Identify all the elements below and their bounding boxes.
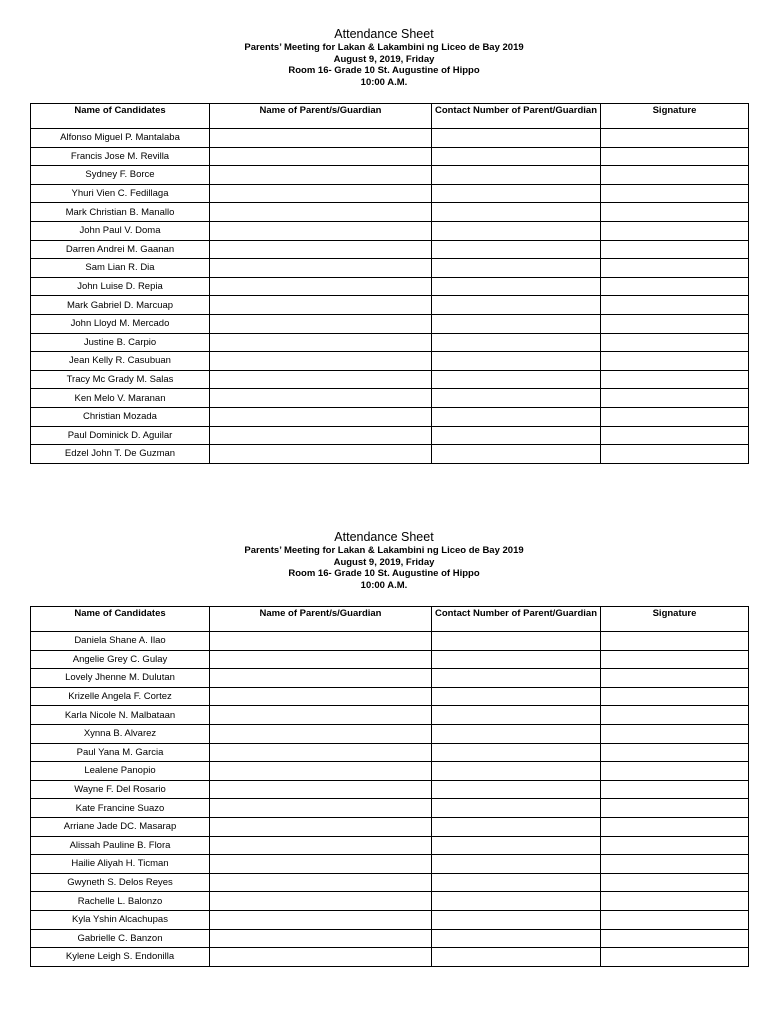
candidate-name-cell: Mark Christian B. Manallo: [31, 203, 210, 222]
signature-cell[interactable]: [601, 687, 749, 706]
table-row: [31, 389, 749, 408]
contact-number-cell[interactable]: [432, 240, 601, 259]
table-row: [31, 129, 749, 148]
signature-cell[interactable]: [601, 836, 749, 855]
signature-cell[interactable]: [601, 799, 749, 818]
signature-cell[interactable]: [601, 873, 749, 892]
table-row: [31, 240, 749, 259]
signature-cell[interactable]: [601, 650, 749, 669]
candidate-name-cell: Paul Dominick D. Aguilar: [31, 426, 210, 445]
event-room: Room 16- Grade 10 St. Augustine of Hippo: [288, 568, 480, 579]
signature-cell[interactable]: [601, 669, 749, 688]
table-row: [31, 221, 749, 240]
parent-name-cell[interactable]: [210, 129, 432, 148]
contact-number-cell[interactable]: [432, 389, 601, 408]
parent-name-cell[interactable]: [210, 240, 432, 259]
parent-name-cell[interactable]: [210, 259, 432, 278]
table-header-row: [31, 104, 749, 129]
column-header-contact-number: Contact Number of Parent/Guardian: [432, 607, 601, 632]
parent-name-cell[interactable]: [210, 445, 432, 464]
event-name: Parents’ Meeting for Lakan & Lakambini ng Liceo de Bay 2019: [244, 545, 524, 556]
contact-number-cell[interactable]: [432, 314, 601, 333]
candidate-name-cell: Arriane Jade DC. Masarap: [31, 817, 210, 836]
table-row: [31, 259, 749, 278]
parent-name-cell[interactable]: [210, 632, 432, 651]
candidate-name-cell: Mark Gabriel D. Marcuap: [31, 296, 210, 315]
signature-cell[interactable]: [601, 817, 749, 836]
signature-cell[interactable]: [601, 780, 749, 799]
table-row: [31, 314, 749, 333]
parent-name-cell[interactable]: [210, 706, 432, 725]
contact-number-cell[interactable]: [432, 817, 601, 836]
column-header-candidates: Name of Candidates: [31, 104, 210, 129]
table-row: [31, 910, 749, 929]
contact-number-cell[interactable]: [432, 129, 601, 148]
candidate-name-cell: Sydney F. Borce: [31, 166, 210, 185]
candidate-name-cell: John Lloyd M. Mercado: [31, 314, 210, 333]
candidate-name-cell: Hailie Aliyah H. Ticman: [31, 855, 210, 874]
parent-name-cell[interactable]: [210, 314, 432, 333]
signature-cell[interactable]: [601, 333, 749, 352]
event-time: 10:00 A.M.: [360, 76, 408, 88]
parent-name-cell[interactable]: [210, 762, 432, 781]
contact-number-cell[interactable]: [432, 724, 601, 743]
column-header-contact-number: Contact Number of Parent/Guardian: [432, 104, 601, 129]
contact-number-cell[interactable]: [432, 855, 601, 874]
table-row: [31, 184, 749, 203]
parent-name-cell[interactable]: [210, 910, 432, 929]
signature-cell[interactable]: [601, 407, 749, 426]
signature-cell[interactable]: [601, 277, 749, 296]
signature-cell[interactable]: [601, 221, 749, 240]
signature-cell[interactable]: [601, 184, 749, 203]
candidate-name-cell: Lealene Panopio: [31, 762, 210, 781]
attendance-sheet-2: [0, 530, 768, 963]
table-row: [31, 724, 749, 743]
column-header-signature: Signature: [601, 104, 749, 129]
event-date: August 9, 2019, Friday: [333, 53, 435, 65]
parent-name-cell[interactable]: [210, 407, 432, 426]
contact-number-cell[interactable]: [432, 632, 601, 651]
signature-cell[interactable]: [601, 445, 749, 464]
column-header-signature: Signature: [601, 607, 749, 632]
signature-cell[interactable]: [601, 166, 749, 185]
attendance-table: [30, 606, 749, 967]
column-header-parent-name: Name of Parent/s/Guardian: [210, 104, 432, 129]
contact-number-cell[interactable]: [432, 706, 601, 725]
candidate-name-cell: Xynna B. Alvarez: [31, 724, 210, 743]
contact-number-cell[interactable]: [432, 147, 601, 166]
attendance-table: [30, 103, 749, 464]
contact-number-cell[interactable]: [432, 221, 601, 240]
candidate-name-cell: Sam Lian R. Dia: [31, 259, 210, 278]
parent-name-cell[interactable]: [210, 370, 432, 389]
parent-name-cell[interactable]: [210, 724, 432, 743]
parent-name-cell[interactable]: [210, 948, 432, 967]
candidate-name-cell: Justine B. Carpio: [31, 333, 210, 352]
table-row: [31, 855, 749, 874]
contact-number-cell[interactable]: [432, 873, 601, 892]
candidate-name-cell: Christian Mozada: [31, 407, 210, 426]
contact-number-cell[interactable]: [432, 929, 601, 948]
parent-name-cell[interactable]: [210, 352, 432, 371]
event-name: Parents’ Meeting for Lakan & Lakambini ng Liceo de Bay 2019: [244, 42, 524, 53]
signature-cell[interactable]: [601, 743, 749, 762]
table-row: [31, 147, 749, 166]
candidate-name-cell: Ken Melo V. Maranan: [31, 389, 210, 408]
candidate-name-cell: Gabrielle C. Banzon: [31, 929, 210, 948]
table-row: [31, 743, 749, 762]
signature-cell[interactable]: [601, 632, 749, 651]
table-row: [31, 166, 749, 185]
contact-number-cell[interactable]: [432, 836, 601, 855]
contact-number-cell[interactable]: [432, 352, 601, 371]
table-row: [31, 948, 749, 967]
parent-name-cell[interactable]: [210, 277, 432, 296]
sheet-header: [0, 530, 768, 591]
candidate-name-cell: Paul Yana M. Garcia: [31, 743, 210, 762]
signature-cell[interactable]: [601, 948, 749, 967]
candidate-name-cell: John Paul V. Doma: [31, 221, 210, 240]
signature-cell[interactable]: [601, 389, 749, 408]
contact-number-cell[interactable]: [432, 948, 601, 967]
contact-number-cell[interactable]: [432, 296, 601, 315]
parent-name-cell[interactable]: [210, 817, 432, 836]
table-row: [31, 669, 749, 688]
attendance-sheet-1: [0, 27, 768, 460]
contact-number-cell[interactable]: [432, 426, 601, 445]
table-row: [31, 426, 749, 445]
candidate-name-cell: Kyla Yshin Alcachupas: [31, 910, 210, 929]
column-header-parent-name: Name of Parent/s/Guardian: [210, 607, 432, 632]
signature-cell[interactable]: [601, 910, 749, 929]
candidate-name-cell: Karla Nicole N. Malbataan: [31, 706, 210, 725]
parent-name-cell[interactable]: [210, 873, 432, 892]
table-row: [31, 296, 749, 315]
table-row: [31, 203, 749, 222]
table-row: [31, 650, 749, 669]
candidate-name-cell: Francis Jose M. Revilla: [31, 147, 210, 166]
signature-cell[interactable]: [601, 129, 749, 148]
event-date: August 9, 2019, Friday: [333, 556, 435, 568]
contact-number-cell[interactable]: [432, 892, 601, 911]
table-row: [31, 277, 749, 296]
contact-number-cell[interactable]: [432, 910, 601, 929]
parent-name-cell[interactable]: [210, 221, 432, 240]
contact-number-cell[interactable]: [432, 743, 601, 762]
table-row: [31, 333, 749, 352]
signature-cell[interactable]: [601, 892, 749, 911]
candidate-name-cell: Alfonso Miguel P. Mantalaba: [31, 129, 210, 148]
parent-name-cell[interactable]: [210, 147, 432, 166]
table-row: [31, 836, 749, 855]
parent-name-cell[interactable]: [210, 296, 432, 315]
table-row: [31, 892, 749, 911]
candidate-name-cell: Kylene Leigh S. Endonilla: [31, 948, 210, 967]
parent-name-cell[interactable]: [210, 333, 432, 352]
parent-name-cell[interactable]: [210, 929, 432, 948]
contact-number-cell[interactable]: [432, 445, 601, 464]
table-row: [31, 762, 749, 781]
table-row: [31, 780, 749, 799]
table-row: [31, 706, 749, 725]
contact-number-cell[interactable]: [432, 407, 601, 426]
candidate-name-cell: John Luise D. Repia: [31, 277, 210, 296]
signature-cell[interactable]: [601, 370, 749, 389]
candidate-name-cell: Tracy Mc Grady M. Salas: [31, 370, 210, 389]
candidate-name-cell: Edzel John T. De Guzman: [31, 445, 210, 464]
candidate-name-cell: Gwyneth S. Delos Reyes: [31, 873, 210, 892]
parent-name-cell[interactable]: [210, 426, 432, 445]
signature-cell[interactable]: [601, 762, 749, 781]
candidate-name-cell: Darren Andrei M. Gaanan: [31, 240, 210, 259]
candidate-name-cell: Krizelle Angela F. Cortez: [31, 687, 210, 706]
candidate-name-cell: Jean Kelly R. Casubuan: [31, 352, 210, 371]
table-row: [31, 352, 749, 371]
signature-cell[interactable]: [601, 929, 749, 948]
sheet-title: Attendance Sheet: [334, 530, 434, 544]
parent-name-cell[interactable]: [210, 650, 432, 669]
parent-name-cell[interactable]: [210, 743, 432, 762]
parent-name-cell[interactable]: [210, 687, 432, 706]
parent-name-cell[interactable]: [210, 389, 432, 408]
event-time: 10:00 A.M.: [360, 579, 408, 591]
table-row: [31, 687, 749, 706]
parent-name-cell[interactable]: [210, 203, 432, 222]
signature-cell[interactable]: [601, 147, 749, 166]
contact-number-cell[interactable]: [432, 333, 601, 352]
signature-cell[interactable]: [601, 724, 749, 743]
parent-name-cell[interactable]: [210, 799, 432, 818]
parent-name-cell[interactable]: [210, 669, 432, 688]
contact-number-cell[interactable]: [432, 669, 601, 688]
parent-name-cell[interactable]: [210, 166, 432, 185]
contact-number-cell[interactable]: [432, 277, 601, 296]
candidate-name-cell: Lovely Jhenne M. Dulutan: [31, 669, 210, 688]
table-row: [31, 873, 749, 892]
contact-number-cell[interactable]: [432, 166, 601, 185]
candidate-name-cell: Yhuri Vien C. Fedillaga: [31, 184, 210, 203]
table-row: [31, 799, 749, 818]
candidate-name-cell: Rachelle L. Balonzo: [31, 892, 210, 911]
candidate-name-cell: Wayne F. Del Rosario: [31, 780, 210, 799]
parent-name-cell[interactable]: [210, 836, 432, 855]
candidate-name-cell: Alissah Pauline B. Flora: [31, 836, 210, 855]
table-row: [31, 929, 749, 948]
table-row: [31, 445, 749, 464]
signature-cell[interactable]: [601, 240, 749, 259]
event-room: Room 16- Grade 10 St. Augustine of Hippo: [288, 65, 480, 76]
signature-cell[interactable]: [601, 352, 749, 371]
signature-cell[interactable]: [601, 426, 749, 445]
contact-number-cell[interactable]: [432, 203, 601, 222]
signature-cell[interactable]: [601, 203, 749, 222]
signature-cell[interactable]: [601, 296, 749, 315]
table-row: [31, 407, 749, 426]
signature-cell[interactable]: [601, 259, 749, 278]
column-header-candidates: Name of Candidates: [31, 607, 210, 632]
signature-cell[interactable]: [601, 855, 749, 874]
candidate-name-cell: Angelie Grey C. Gulay: [31, 650, 210, 669]
sheet-header: [0, 27, 768, 88]
parent-name-cell[interactable]: [210, 780, 432, 799]
contact-number-cell[interactable]: [432, 259, 601, 278]
table-row: [31, 632, 749, 651]
contact-number-cell[interactable]: [432, 650, 601, 669]
signature-cell[interactable]: [601, 706, 749, 725]
sheet-title: Attendance Sheet: [334, 27, 434, 41]
candidate-name-cell: Kate Francine Suazo: [31, 799, 210, 818]
signature-cell[interactable]: [601, 314, 749, 333]
contact-number-cell[interactable]: [432, 370, 601, 389]
candidate-name-cell: Daniela Shane A. Ilao: [31, 632, 210, 651]
contact-number-cell[interactable]: [432, 780, 601, 799]
table-row: [31, 817, 749, 836]
parent-name-cell[interactable]: [210, 184, 432, 203]
contact-number-cell[interactable]: [432, 799, 601, 818]
table-row: [31, 370, 749, 389]
table-header-row: [31, 607, 749, 632]
contact-number-cell[interactable]: [432, 762, 601, 781]
parent-name-cell[interactable]: [210, 855, 432, 874]
contact-number-cell[interactable]: [432, 687, 601, 706]
contact-number-cell[interactable]: [432, 184, 601, 203]
parent-name-cell[interactable]: [210, 892, 432, 911]
